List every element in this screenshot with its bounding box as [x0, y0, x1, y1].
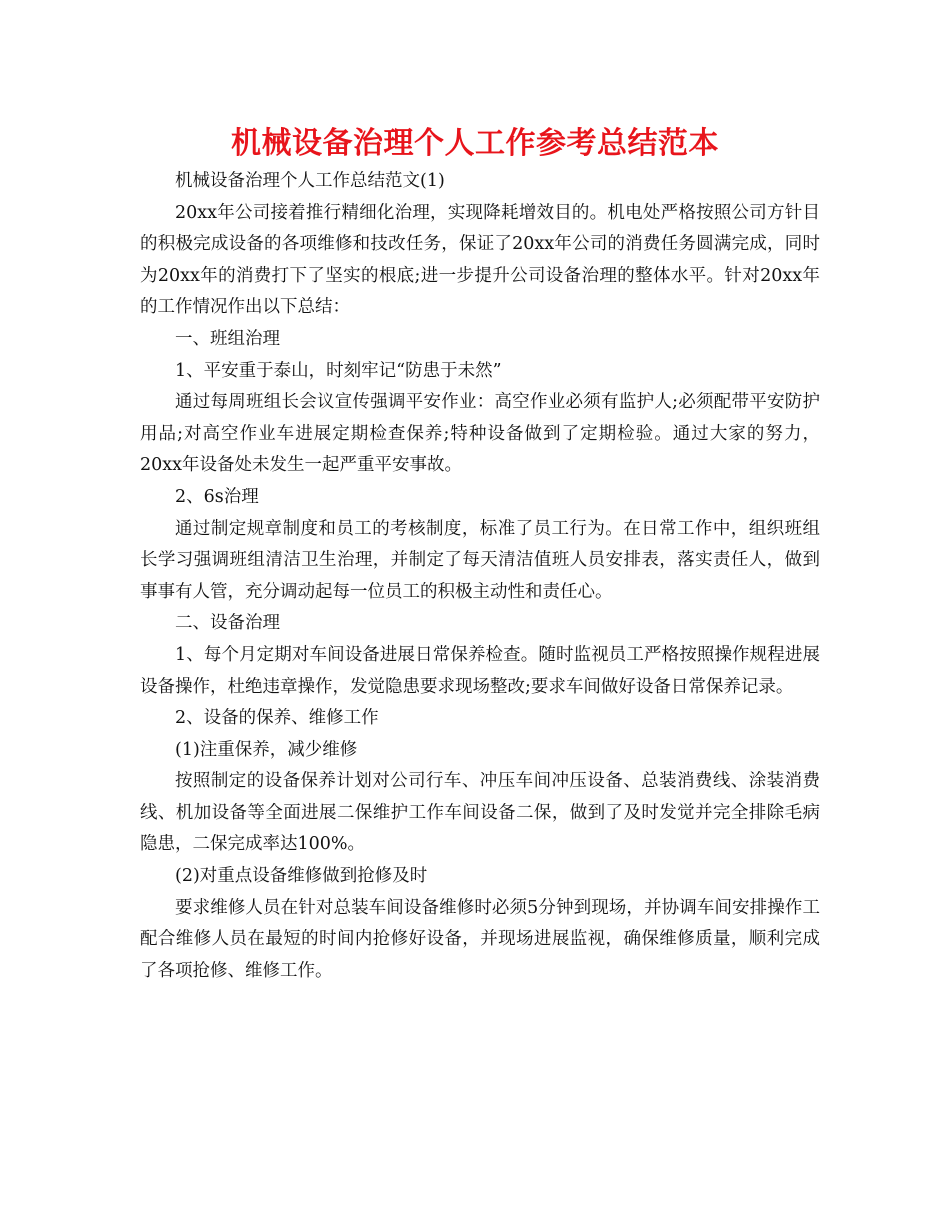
document-body	[140, 166, 820, 987]
heading-team-management: 一、班组治理	[175, 328, 280, 349]
paragraph-6s: 通过制定规章制度和员工的考核制度，标准了员工行为。在日常工作中，组织班组长学习强调班组清洁卫生治理，并制定了每天清洁值班人员安排表，落实责任人，做到事事有人管，充分调动起每一位员工的积极主动性和责任心。	[140, 518, 820, 602]
subheading-focus-maintenance: (1)注重保养，减少维修	[175, 739, 358, 760]
paragraph-monthly-inspection: 1、每个月定期对车间设备进展日常保养检查。随时监视员工严格按照操作规程进展设备操作，杜绝违章操作，发觉隐患要求现场整改;要求车间做好设备日常保养记录。	[140, 644, 820, 697]
paragraph-intro: 20xx年公司接着推行精细化治理，实现降耗增效目的。机电处严格按照公司方针目的积极完成设备的各项维修和技改任务，保证了20xx年公司的消费任务圆满完成，同时为20xx年的消费打下了坚实的根底;进一步提升公司设备治理的整体水平。针对20xx年的工作情况作出以下总结：	[140, 202, 820, 318]
heading-equipment-management: 二、设备治理	[175, 613, 280, 634]
document-title: 机械设备治理个人工作参考总结范本	[231, 126, 719, 161]
paragraph-emergency-repair: 要求维修人员在针对总装车间设备维修时必须5分钟到现场，并协调车间安排操作工配合维修人员在最短的时间内抢修好设备，并现场进展监视，确保维修质量，顺利完成了各项抢修、维修工作。	[140, 897, 820, 981]
paragraph-subtitle: 机械设备治理个人工作总结范文(1)	[175, 171, 445, 191]
subheading-6s: 2、6s治理	[175, 486, 259, 507]
paragraph-safety: 通过每周班组长会议宣传强调平安作业：高空作业必须有监护人;必须配带平安防护用品;对高空作业车进展定期检查保养;特种设备做到了定期检验。通过大家的努力，20xx年设备处未发生一起严重平安事故。	[140, 392, 820, 476]
subheading-key-equipment: (2)对重点设备维修做到抢修及时	[175, 866, 428, 887]
subheading-safety: 1、平安重于泰山，时刻牢记“防患于未然”	[175, 360, 502, 381]
subheading-maintenance: 2、设备的保养、维修工作	[175, 708, 379, 729]
paragraph-maintenance-plan: 按照制定的设备保养计划对公司行车、冲压车间冲压设备、总装消费线、涂装消费线、机加设备等全面进展二保维护工作车间设备二保，做到了及时发觉并完全排除毛病隐患，二保完成率达100%。	[140, 771, 820, 855]
